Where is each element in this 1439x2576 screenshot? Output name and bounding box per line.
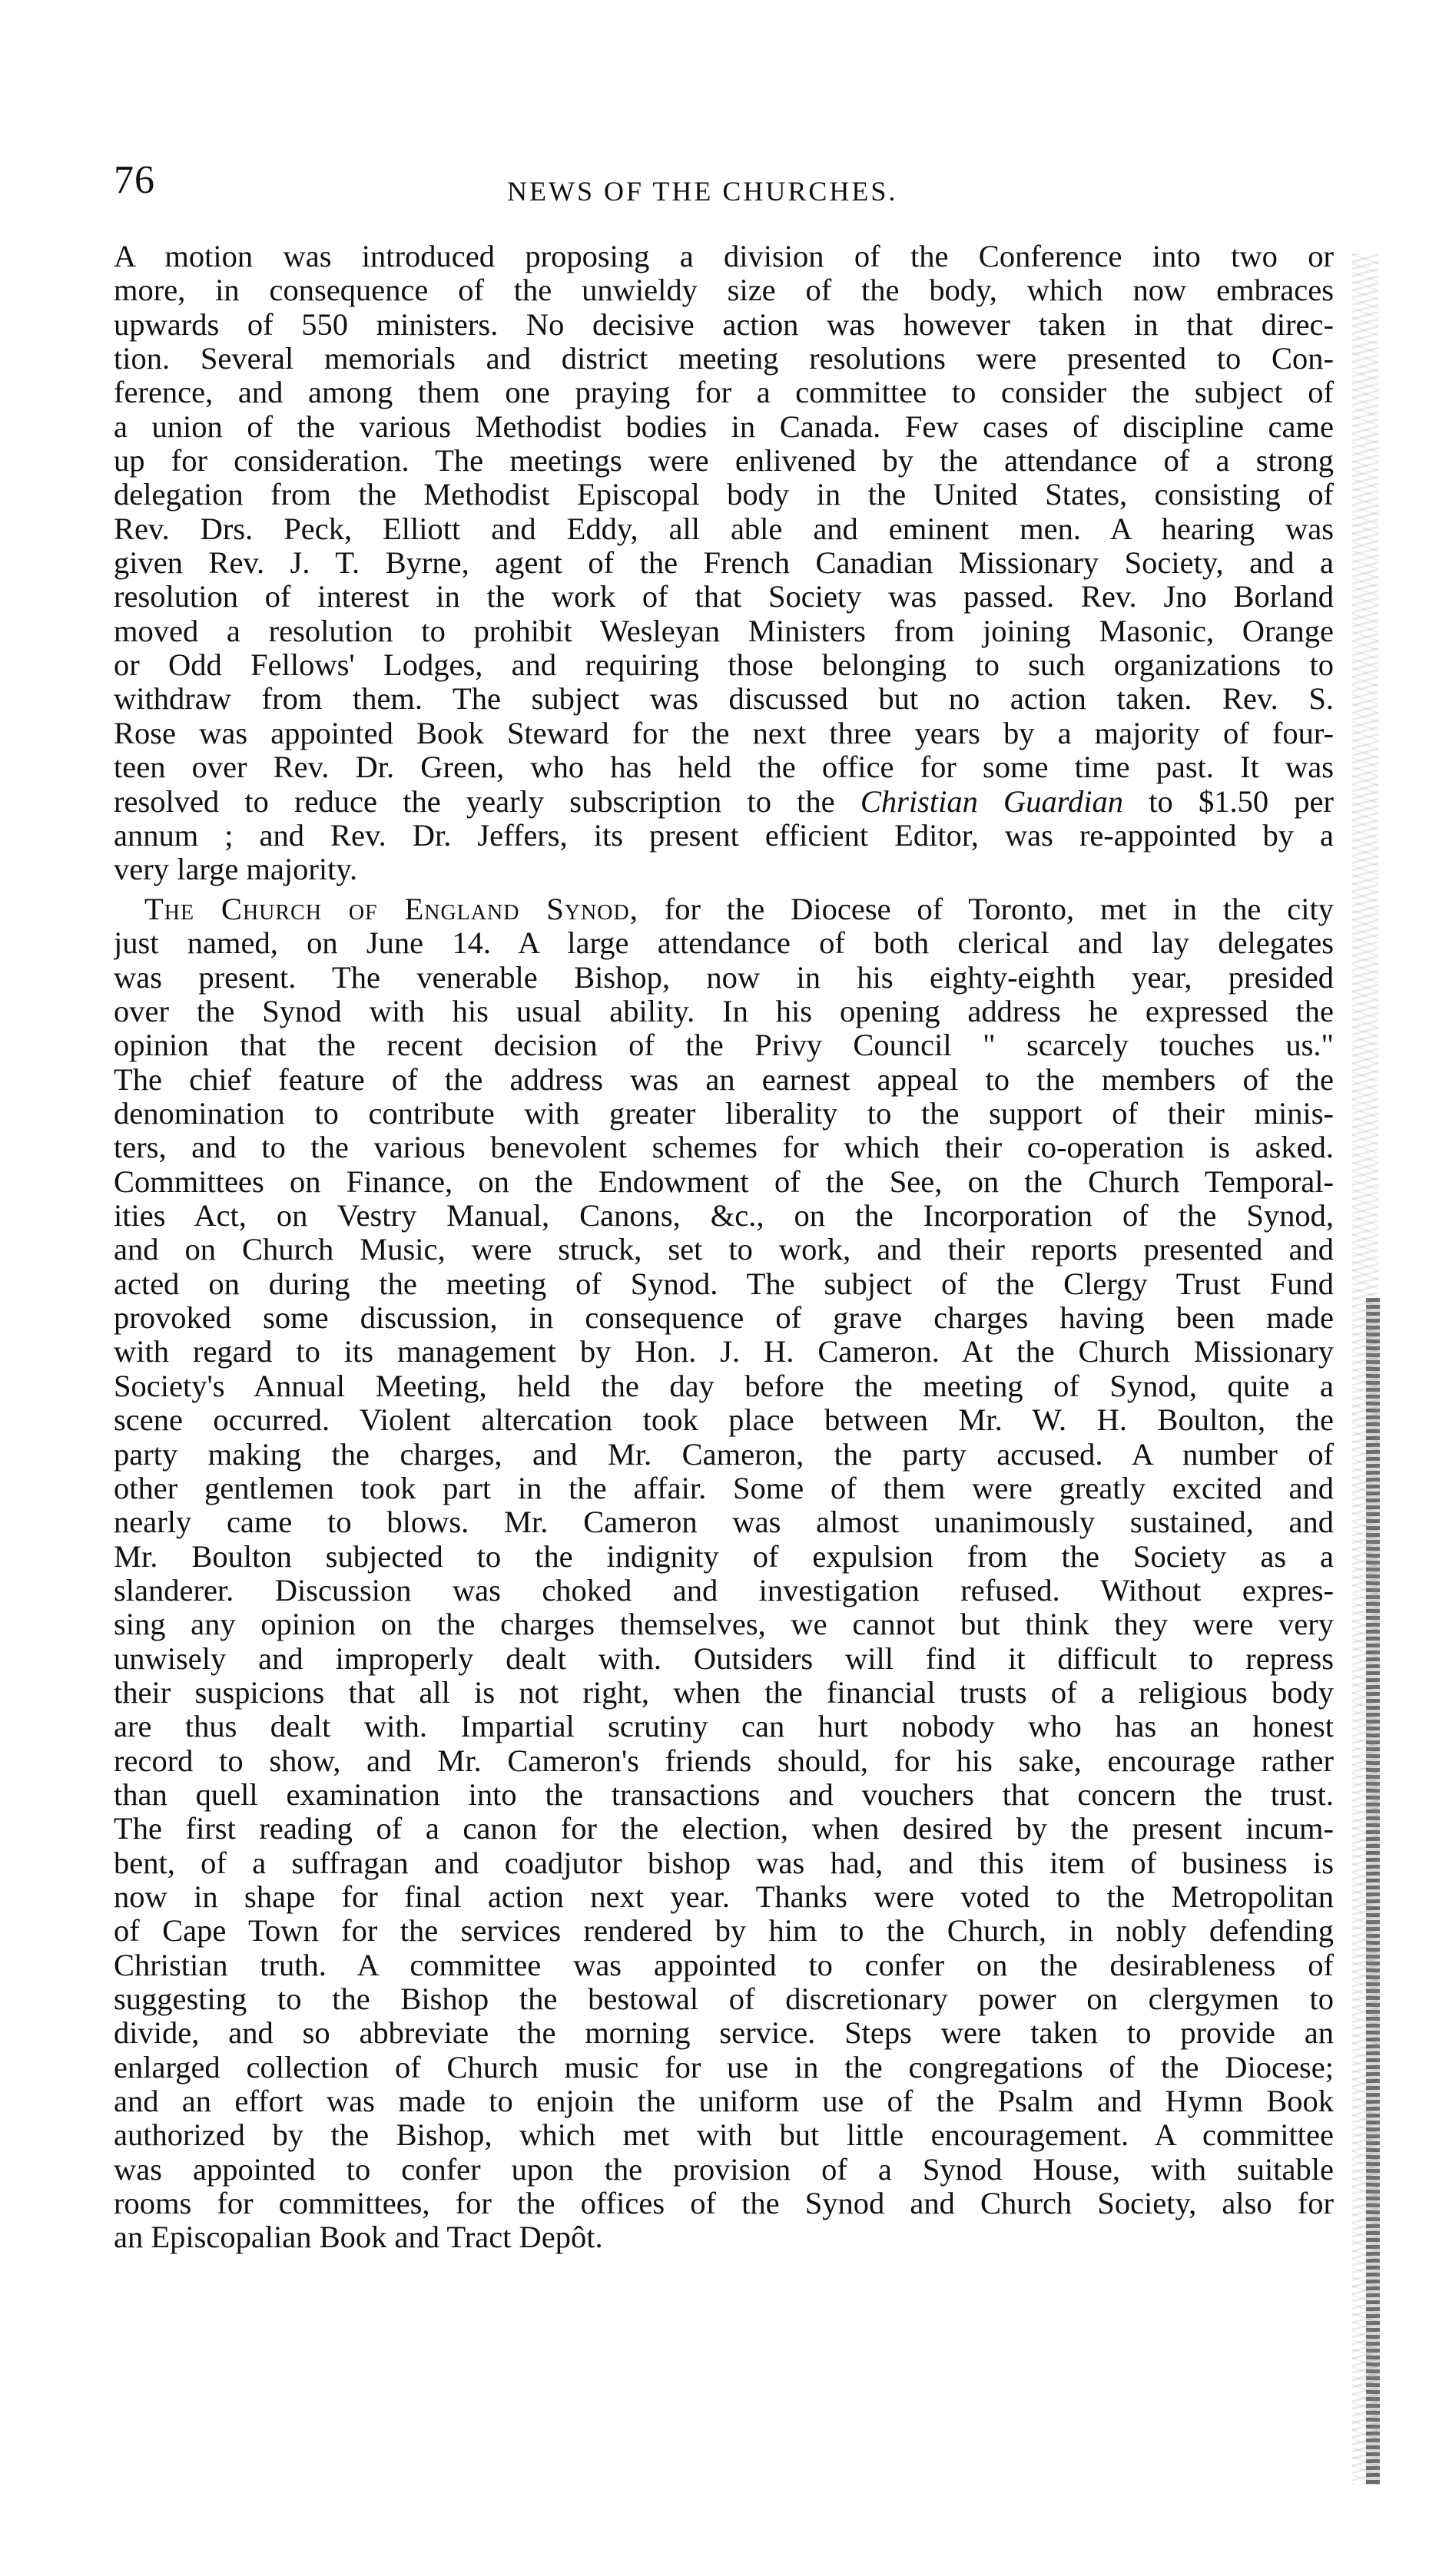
- text-line: was present. The venerable Bishop, now in his eighty-eighth year, presided: [114, 960, 1334, 995]
- text-line: upwards of 550 ministers. No decisive action was however taken in that direc-: [114, 307, 1334, 342]
- text-line: party making the charges, and Mr. Cameron, the party accused. A number of: [114, 1437, 1334, 1472]
- text-line: annum ; and Rev. Dr. Jeffers, its present efficient Editor, was re-appointed by a: [114, 818, 1334, 853]
- text-line: Mr. Boulton subjected to the indignity of expulsion from the Society as a: [114, 1539, 1334, 1574]
- text-line: Society's Annual Meeting, held the day before the meeting of Synod, quite a: [114, 1369, 1334, 1403]
- text-line: Rev. Drs. Peck, Elliott and Eddy, all able and eminent men. A hearing was: [114, 512, 1334, 546]
- text-line: more, in consequence of the unwieldy size of the body, which now embraces: [114, 273, 1334, 308]
- first-line-rest: for the Diocese of Toronto, met in the city: [664, 892, 1334, 926]
- text-line: nearly came to blows. Mr. Cameron was almost unanimously sustained, and: [114, 1505, 1334, 1540]
- text-line: unwisely and improperly dealt with. Outsiders will find it difficult to repress: [114, 1641, 1334, 1676]
- text-line: Christian truth. A committee was appointed to confer on the desirableness of: [114, 1948, 1334, 1982]
- text-line: divide, and so abbreviate the morning service. Steps were taken to provide an: [114, 2016, 1334, 2051]
- text-line: opinion that the recent decision of the Privy Council " scarcely touches us.": [114, 1028, 1334, 1063]
- text-line: was appointed to confer upon the provision of a Synod House, with suitable: [114, 2152, 1334, 2187]
- text-line: [114, 892, 1334, 926]
- text-line: delegation from the Methodist Episcopal body in the United States, consisting of: [114, 478, 1334, 512]
- paragraph-church-of-england-synod: [114, 892, 1334, 2255]
- text-line: slanderer. Discussion was choked and investigation refused. Without expres-: [114, 1573, 1334, 1608]
- text-line: and an effort was made to enjoin the uniform use of the Psalm and Hymn Book: [114, 2084, 1334, 2119]
- text-line: authorized by the Bishop, which met with but little encouragement. A committee: [114, 2118, 1334, 2153]
- text-line: The first reading of a canon for the election, when desired by the present incum-: [114, 1812, 1334, 1846]
- text-line: denomination to contribute with greater liberality to the support of their minis-: [114, 1097, 1334, 1131]
- text-line: record to show, and Mr. Cameron's friends should, for his sake, encourage rather: [114, 1743, 1334, 1778]
- text-line: teen over Rev. Dr. Green, who has held the office for some time past. It was: [114, 750, 1334, 785]
- text-line: and on Church Music, were struck, set to work, and their reports presented and: [114, 1233, 1334, 1267]
- text-line: over the Synod with his usual ability. In his opening address he expressed the: [114, 995, 1334, 1029]
- running-head: NEWS OF THE CHURCHES.: [507, 176, 898, 207]
- page-number: 76: [114, 158, 155, 202]
- text-line: than quell examination into the transactions and vouchers that concern the trust.: [114, 1777, 1334, 1812]
- text-line: up for consideration. The meetings were enlivened by the attendance of a strong: [114, 444, 1334, 478]
- text-line: resolution of interest in the work of that Society was passed. Rev. Jno Borland: [114, 580, 1334, 614]
- periodical-title: Christian Guardian: [860, 784, 1124, 819]
- text-line: suggesting to the Bishop the bestowal of discretionary power on clergymen to: [114, 1982, 1334, 2016]
- text-line: of Cape Town for the services rendered by him to the Church, in nobly defending: [114, 1914, 1334, 1949]
- text-line: are thus dealt with. Impartial scrutiny can hurt nobody who has an honest: [114, 1710, 1334, 1744]
- text-line: tion. Several memorials and district meeting resolutions were presented to Con-: [114, 342, 1334, 376]
- text-line: other gentlemen took part in the affair. Some of them were greatly excited and: [114, 1471, 1334, 1505]
- text-line: just named, on June 14. A large attendance of both clerical and lay delegates: [114, 926, 1334, 961]
- text-line: sing any opinion on the charges themselves, we cannot but think they were very: [114, 1608, 1334, 1642]
- text-line: a union of the various Methodist bodies in Canada. Few cases of discipline came: [114, 409, 1334, 444]
- text-line: Rose was appointed Book Steward for the next three years by a majority of four-: [114, 716, 1334, 750]
- text-line: with regard to its management by Hon. J. H. Cameron. At the Church Missionary: [114, 1335, 1334, 1369]
- text-line: Committees on Finance, on the Endowment of the See, on the Church Temporal-: [114, 1164, 1334, 1199]
- text-line: resolved to reduce the yearly subscription to the Christian Guardian to $1.50 per: [114, 784, 1334, 819]
- text-line: ference, and among them one praying for a committee to consider the subject of: [114, 376, 1334, 410]
- paragraph-methodist-conference: [114, 240, 1334, 887]
- text-line: A motion was introduced proposing a division of the Conference into two or: [114, 240, 1334, 273]
- text-line: or Odd Fellows' Lodges, and requiring those belonging to such organizations to: [114, 648, 1334, 683]
- text-line: provoked some discussion, in consequence of grave charges having been made: [114, 1301, 1334, 1336]
- text-line: their suspicions that all is not right, when the financial trusts of a religious body: [114, 1675, 1334, 1710]
- text-line: given Rev. J. T. Byrne, agent of the French Canadian Missionary Society, and a: [114, 546, 1334, 581]
- text-line: scene occurred. Violent altercation took place between Mr. W. H. Boulton, the: [114, 1403, 1334, 1438]
- text-line: moved a resolution to prohibit Wesleyan Ministers from joining Masonic, Orange: [114, 614, 1334, 648]
- text-line: now in shape for final action next year. Thanks were voted to the Metropolitan: [114, 1879, 1334, 1914]
- page-edge-dark-strip: [1366, 1298, 1380, 2485]
- lead-smallcaps: The Church of England Synod,: [144, 892, 638, 926]
- text-line: bent, of a suffragan and coadjutor bishop was had, and this item of business is: [114, 1846, 1334, 1880]
- text-line: acted on during the meeting of Synod. The subject of the Clergy Trust Fund: [114, 1266, 1334, 1301]
- text-line: very large majority.: [114, 853, 358, 887]
- text-line: ters, and to the various benevolent schemes for which their co-operation is asked.: [114, 1131, 1334, 1165]
- text-line: withdraw from them. The subject was discussed but no action taken. Rev. S.: [114, 682, 1334, 717]
- text-line: The chief feature of the address was an earnest appeal to the members of the: [114, 1062, 1334, 1097]
- text-line: ities Act, on Vestry Manual, Canons, &c., on the Incorporation of the Synod,: [114, 1199, 1334, 1233]
- text-line: enlarged collection of Church music for use in the congregations of the Diocese;: [114, 2050, 1334, 2084]
- text-line: an Episcopalian Book and Tract Depôt.: [114, 2220, 603, 2255]
- text-line: rooms for committees, for the offices of the Synod and Church Society, also for: [114, 2187, 1334, 2221]
